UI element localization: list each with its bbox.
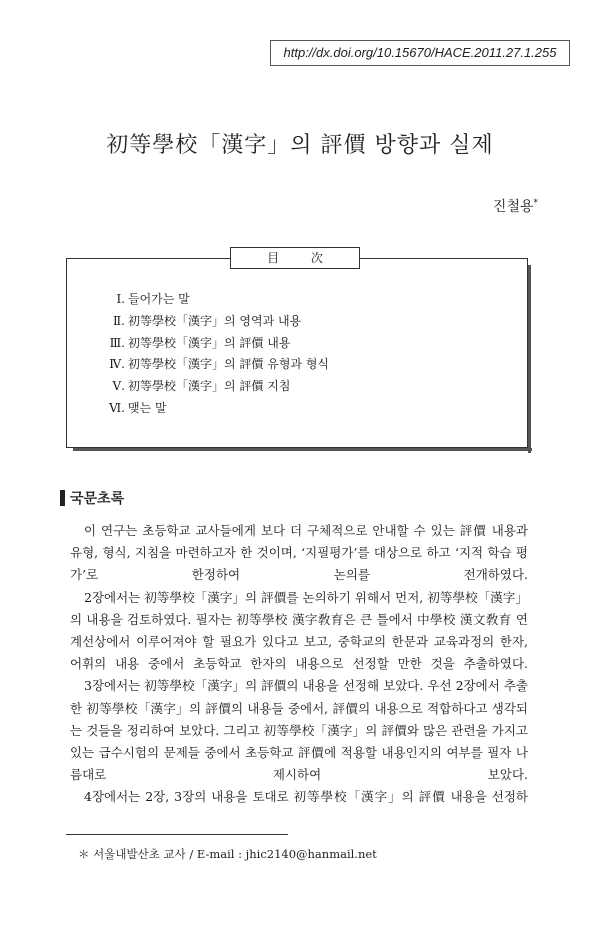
abstract-paragraph: 2장에서는 初等學校「漢字」의 評價를 논의하기 위해서 먼저, 初等學校「漢字」의 내용을 검토하였다. 필자는 初等學校 漢字敎育은 큰 틀에서 中學校 漢文敎育 연계선상에서 이루어져야 할 필요가 있다고 보고, 중학교의 한문과 교육과정의 한자, 어휘의 내용 중에서 초등학교 한자의 내용으로 선정할 만한 것을 추출하였다. bbox=[70, 589, 528, 672]
toc-item-text: 初等學校「漢字」의 評價 지침 bbox=[128, 379, 291, 394]
abstract-paragraph: 3장에서는 初等學校「漢字」의 評價의 내용을 선정해 보았다. 우선 2장에서 추출한 初等學校「漢字」의 評價의 내용들 중에서, 評價의 내용으로 적합하다고 생각되는 것들을 정리하여 보았다. 그리고 初等學校「漢字」의 評價와 많은 관련을 가지고 있는 급수시험의 문제들 중에서 초등학교 評價에 적용할 내용인지의 여부를 필자 나름대로 제시하여 보았다. bbox=[70, 678, 528, 783]
toc-item-number: Ⅱ. bbox=[113, 313, 125, 328]
toc-list bbox=[107, 289, 329, 420]
table-of-contents bbox=[66, 251, 528, 448]
toc-item bbox=[107, 376, 329, 398]
toc-heading: 目 次 bbox=[230, 247, 360, 269]
doi-box bbox=[270, 40, 570, 66]
toc-item-text: 初等學校「漢字」의 評價 유형과 형식 bbox=[128, 357, 329, 372]
abstract-heading-text: 국문초록 bbox=[70, 491, 125, 507]
toc-item-number: Ⅲ. bbox=[109, 335, 125, 350]
abstract-body bbox=[70, 520, 528, 809]
doi-link[interactable]: http://dx.doi.org/10.15670/HACE.2011.27.1.255 bbox=[283, 45, 557, 60]
heading-bar-icon bbox=[60, 490, 65, 506]
toc-item-text: 初等學校「漢字」의 영역과 내용 bbox=[128, 313, 302, 328]
abstract-paragraph: 4장에서는 2장, 3장의 내용을 토대로 初等學校「漢字」의 評價 내용을 선정하 bbox=[84, 789, 528, 805]
toc-item bbox=[107, 354, 329, 376]
toc-item bbox=[107, 311, 329, 333]
toc-item-text: 들어가는 말 bbox=[128, 292, 190, 306]
author bbox=[493, 196, 538, 216]
toc-item-number: Ⅰ. bbox=[116, 292, 125, 306]
footnote-rule bbox=[66, 834, 288, 835]
author-name: 진철용 bbox=[492, 199, 534, 215]
paper-title: 初等學校「漢字」의 評價 방향과 실제 bbox=[106, 133, 494, 158]
abstract-heading bbox=[60, 488, 124, 508]
toc-item-text: 初等學校「漢字」의 評價 내용 bbox=[128, 335, 291, 350]
toc-item bbox=[107, 398, 329, 420]
toc-item-number: Ⅵ. bbox=[109, 400, 125, 415]
abstract-paragraph: 이 연구는 초등학교 교사들에게 보다 더 구체적으로 안내할 수 있는 評價 내용과 유형, 형식, 지침을 마련하고자 한 것이며, ‘지필평가’를 대상으로 하고 ‘지적 학습 평가’로 한정하여 논의를 전개하였다. bbox=[70, 523, 528, 583]
author-footnote-mark: * bbox=[533, 198, 538, 209]
toc-shadow-bottom bbox=[73, 448, 532, 451]
toc-item-number: Ⅴ. bbox=[112, 379, 125, 394]
toc-shadow-right bbox=[528, 265, 531, 453]
toc-item-text: 맺는 말 bbox=[128, 400, 167, 415]
toc-item bbox=[107, 333, 329, 355]
footnote: ＊ 서울내발산초 교사 / E-mail : jhic2140@hanmail.net bbox=[78, 847, 377, 861]
toc-item bbox=[107, 289, 329, 311]
toc-item-number: Ⅳ. bbox=[109, 357, 125, 372]
